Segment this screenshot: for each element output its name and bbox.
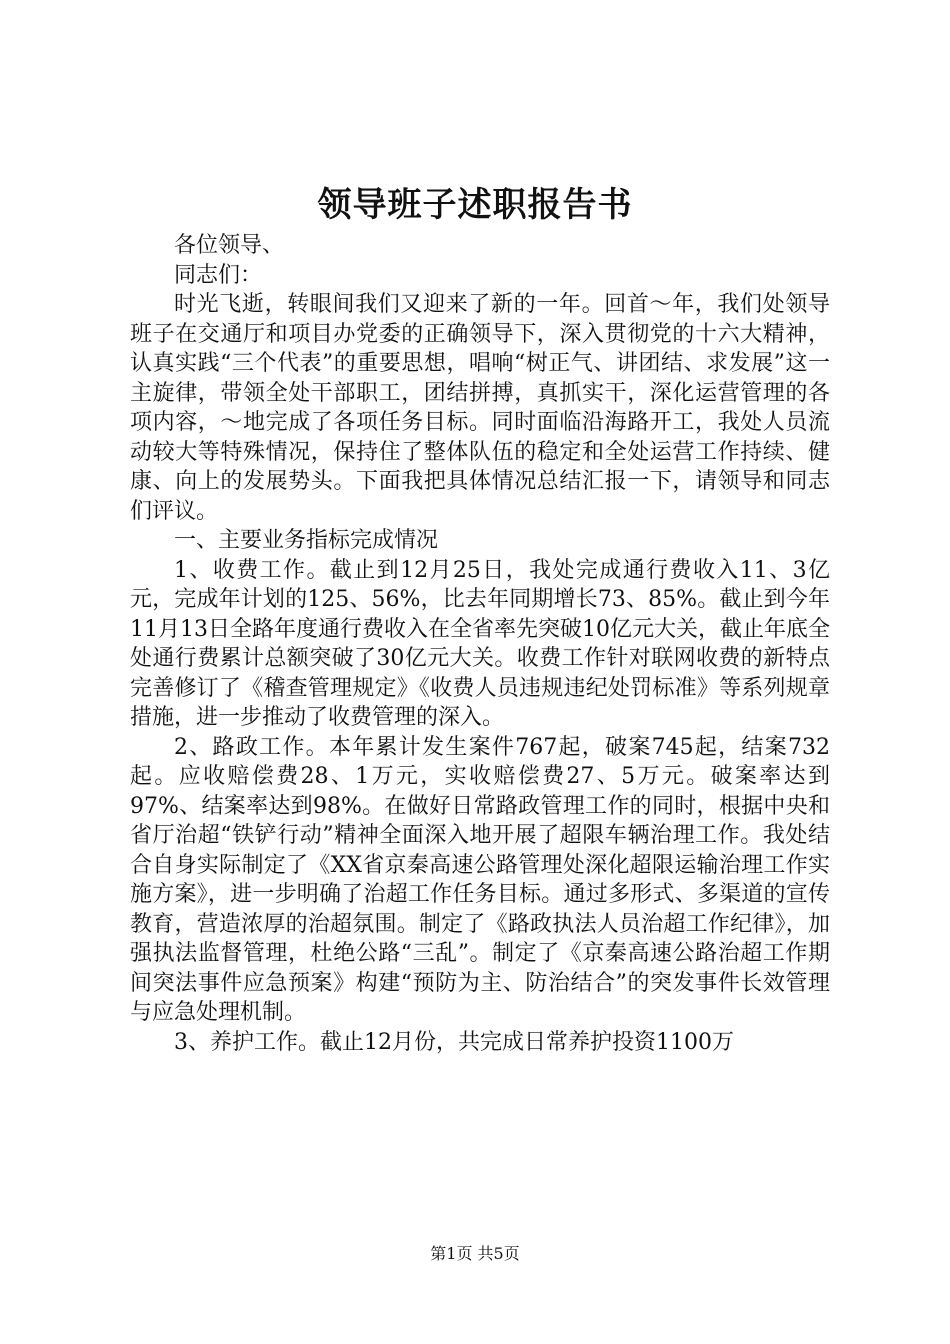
section-heading: 一、主要业务指标完成情况 — [174, 528, 439, 553]
paragraph-toll: 1、收费工作。截止到12月25日，我处完成通行费收入11、3亿元，完成年计划的125、56%，比去年同期增长73、85%。截止到今年11月13日全路年度通行费收入在全省率先突破10亿元大关，截止年底全处通行费累计总额突破了30亿元大关。收费工作针对联网收费的新特点完善修订了《稽查管理规定》《收费人员违规违纪处罚标准》等系列规章措施，进一步推动了收费管理的深入。 — [130, 557, 830, 730]
paragraph-maintenance: 3、养护工作。截止12月份，共完成日常养护投资1100万 — [174, 1029, 734, 1055]
salutation-line-2: 同志们： — [174, 262, 263, 288]
document-title: 领导班子述职报告书 — [317, 185, 633, 225]
salutation-line-1: 各位领导、 — [174, 233, 285, 258]
paragraph-road-admin: 2、路政工作。本年累计发生案件767起，破案745起，结案732起。应收赔偿费28、1万元，实收赔偿费27、5万元。破案率达到97%、结案率达到98%。在做好日常路政管理工作的同时，根据中央和省厅治超“铁铲行动”精神全面深入地开展了超限车辆治理工作。我处结合自身实际制定了《XX省京秦高速公路管理处深化超限运输治理工作实施方案》，进一步明确了治超工作任务目标。通过多形式、多渠道的宣传教育，营造浓厚的治超氛围。制定了《路政执法人员治超工作纪律》，加强执法监督管理，杜绝公路“三乱”。制定了《京秦高速公路治超工作期间突法事件应急预案》构建“预防为主、防治结合”的突发事件长效管理与应急处理机制。 — [130, 734, 830, 1025]
page-number-footer: 第1页 共5页 — [430, 1244, 520, 1263]
paragraph-intro: 时光飞逝，转眼间我们又迎来了新的一年。回首～年，我们处领导班子在交通厅和项目办党委的正确领导下，深入贯彻党的十六大精神，认真实践“三个代表”的重要思想，唱响“树正气、讲团结、求发展”这一主旋律，带领全处干部职工，团结拼搏，真抓实干，深化运营管理的各项内容，～地完成了各项任务目标。同时面临沿海路开工，我处人员流动较大等特殊情况，保持住了整体队伍的稳定和全处运营工作持续、健康、向上的发展势头。下面我把具体情况总结汇报一下，请领导和同志们评议。 — [130, 292, 830, 524]
document-body — [130, 231, 830, 1057]
